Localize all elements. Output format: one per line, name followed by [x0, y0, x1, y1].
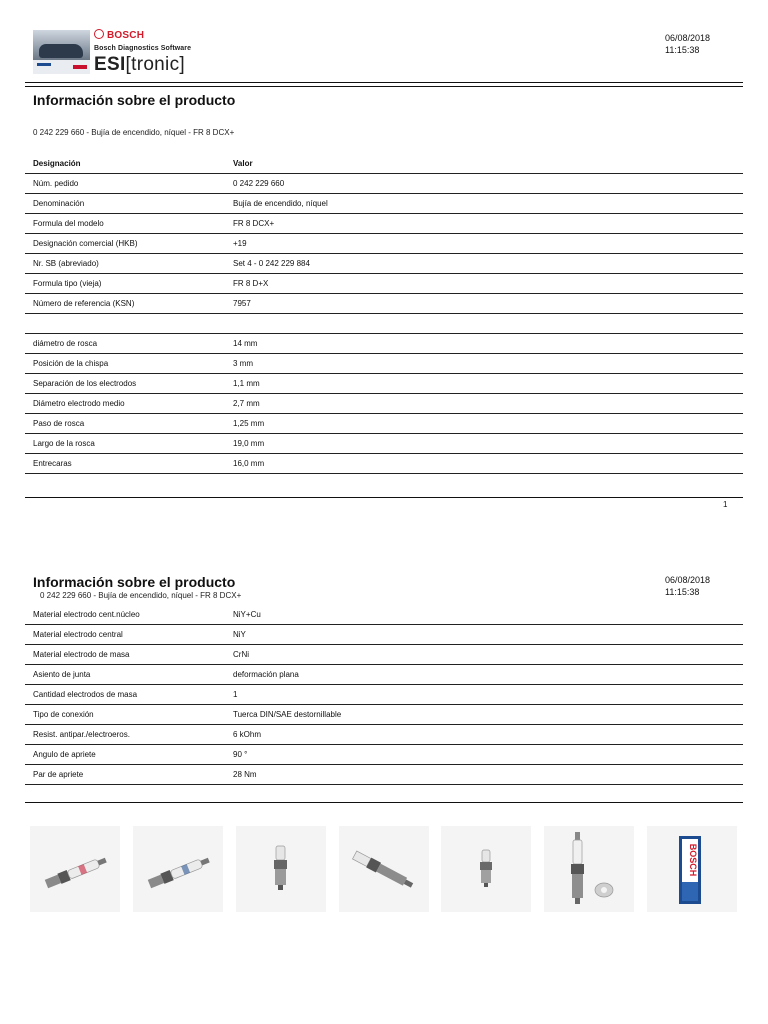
- table-row: [25, 605, 743, 625]
- esitronic-logo: [33, 28, 203, 78]
- print-datetime: [665, 32, 710, 56]
- table-header-row: [25, 154, 743, 174]
- spec-label: Diámetro electrodo medio: [25, 394, 225, 414]
- spec-value: +19: [225, 234, 743, 254]
- spec-value: Tuerca DIN/SAE destornillable: [225, 705, 743, 725]
- spec-label: Resist. antipar./electroeros.: [25, 725, 225, 745]
- spec-label: Angulo de apriete: [25, 745, 225, 765]
- spec-label: Entrecaras: [25, 454, 225, 474]
- bosch-brand: [94, 29, 144, 41]
- print-datetime: [665, 574, 710, 598]
- spec-value: 1: [225, 685, 743, 705]
- header-rule: [25, 86, 743, 87]
- table-row: [25, 725, 743, 745]
- table-row: [25, 214, 743, 234]
- spec-label: Designación comercial (HKB): [25, 234, 225, 254]
- table-row: [25, 745, 743, 765]
- spec-label: Asiento de junta: [25, 665, 225, 685]
- page-title: Información sobre el producto: [33, 92, 236, 108]
- spec-value: 1,25 mm: [225, 414, 743, 434]
- product-image[interactable]: [544, 826, 634, 912]
- spec-label: Material electrodo central: [25, 625, 225, 645]
- bosch-brand-text: BOSCH: [107, 30, 145, 41]
- spec-table-materials: [25, 605, 743, 785]
- spec-value: Bujía de encendido, níquel: [225, 194, 743, 214]
- header-rule: [25, 82, 743, 83]
- table-row: [25, 414, 743, 434]
- table-row: [25, 454, 743, 474]
- box-brand-text: BOSCH: [688, 843, 698, 877]
- page-footer-rule: [25, 497, 743, 498]
- spec-value: 6 kOhm: [225, 725, 743, 745]
- table-row: [25, 394, 743, 414]
- table-row: [25, 645, 743, 665]
- product-image[interactable]: [133, 826, 223, 912]
- product-image[interactable]: [30, 826, 120, 912]
- table-spacer-row: [25, 314, 743, 334]
- spec-value: 3 mm: [225, 354, 743, 374]
- product-subtitle: 0 242 229 660 - Bujía de encendido, níquel - FR 8 DCX+: [33, 128, 235, 137]
- spec-label: Núm. pedido: [25, 174, 225, 194]
- table-row: [25, 665, 743, 685]
- spark-plug-diagonal-icon: [133, 826, 223, 912]
- table-row: [25, 685, 743, 705]
- table-row: [25, 274, 743, 294]
- page-title: Información sobre el producto: [33, 574, 236, 590]
- spec-label: diámetro de rosca: [25, 334, 225, 354]
- spark-plug-diagonal-icon: [339, 826, 429, 912]
- spec-value: deformación plana: [225, 665, 743, 685]
- column-header-value: Valor: [225, 154, 743, 174]
- table-row: [25, 294, 743, 314]
- spec-value: 90 °: [225, 745, 743, 765]
- spark-plug-box-icon: [647, 826, 737, 912]
- table-row: [25, 374, 743, 394]
- table-row: [25, 705, 743, 725]
- spec-value: CrNi: [225, 645, 743, 665]
- spec-value: 7957: [225, 294, 743, 314]
- table-row: [25, 434, 743, 454]
- product-subtitle: 0 242 229 660 - Bujía de encendido, níquel - FR 8 DCX+: [40, 591, 242, 600]
- logo-photo: [33, 30, 90, 74]
- spec-label: Material electrodo cent.núcleo: [25, 605, 225, 625]
- spec-label: Par de apriete: [25, 765, 225, 785]
- bosch-ring-icon: [94, 29, 104, 39]
- table-row: [25, 254, 743, 274]
- spec-value: Set 4 - 0 242 229 884: [225, 254, 743, 274]
- spark-plug-top-icon: [236, 826, 326, 912]
- spec-label: Formula tipo (vieja): [25, 274, 225, 294]
- product-name-rest: [tronic]: [125, 54, 185, 75]
- spec-value: 19,0 mm: [225, 434, 743, 454]
- spec-label: Paso de rosca: [25, 414, 225, 434]
- print-time: 11:15:38: [665, 45, 700, 55]
- print-date: 06/08/2018: [665, 33, 711, 43]
- spec-label: Denominación: [25, 194, 225, 214]
- spark-plug-diagonal-icon: [30, 826, 120, 912]
- product-image[interactable]: [441, 826, 531, 912]
- spec-label: Nr. SB (abreviado): [25, 254, 225, 274]
- spec-label: Separación de los electrodos: [25, 374, 225, 394]
- spec-value: NiY: [225, 625, 743, 645]
- print-date: 06/08/2018: [665, 575, 711, 585]
- spec-value: 2,7 mm: [225, 394, 743, 414]
- product-image[interactable]: [236, 826, 326, 912]
- product-image[interactable]: [647, 826, 737, 912]
- spec-value: FR 8 DCX+: [225, 214, 743, 234]
- product-name-bold: ESI: [94, 54, 126, 75]
- spec-table-main: [25, 154, 743, 474]
- spec-value: 1,1 mm: [225, 374, 743, 394]
- product-image[interactable]: [339, 826, 429, 912]
- spec-value: NiY+Cu: [225, 605, 743, 625]
- spec-value: 14 mm: [225, 334, 743, 354]
- spec-value: 16,0 mm: [225, 454, 743, 474]
- print-time: 11:15:38: [665, 587, 700, 597]
- table-row: [25, 354, 743, 374]
- table-row: [25, 194, 743, 214]
- product-name: [94, 54, 185, 76]
- spark-plug-upright-icon: [544, 826, 634, 912]
- section-end-rule: [25, 802, 743, 803]
- software-name: Bosch Diagnostics Software: [94, 45, 192, 52]
- spec-value: 0 242 229 660: [225, 174, 743, 194]
- spec-label: Posición de la chispa: [25, 354, 225, 374]
- spec-value: 28 Nm: [225, 765, 743, 785]
- column-header-designation: Designación: [25, 154, 225, 174]
- page-number: 1: [723, 500, 728, 509]
- table-row: [25, 765, 743, 785]
- spec-label: Tipo de conexión: [25, 705, 225, 725]
- spec-label: Largo de la rosca: [25, 434, 225, 454]
- spec-label: Número de referencia (KSN): [25, 294, 225, 314]
- spark-plug-top-icon: [441, 826, 531, 912]
- spec-label: Material electrodo de masa: [25, 645, 225, 665]
- table-row: [25, 334, 743, 354]
- spec-label: Formula del modelo: [25, 214, 225, 234]
- table-row: [25, 625, 743, 645]
- table-row: [25, 234, 743, 254]
- spec-value: FR 8 D+X: [225, 274, 743, 294]
- spec-label: Cantidad electrodos de masa: [25, 685, 225, 705]
- table-row: [25, 174, 743, 194]
